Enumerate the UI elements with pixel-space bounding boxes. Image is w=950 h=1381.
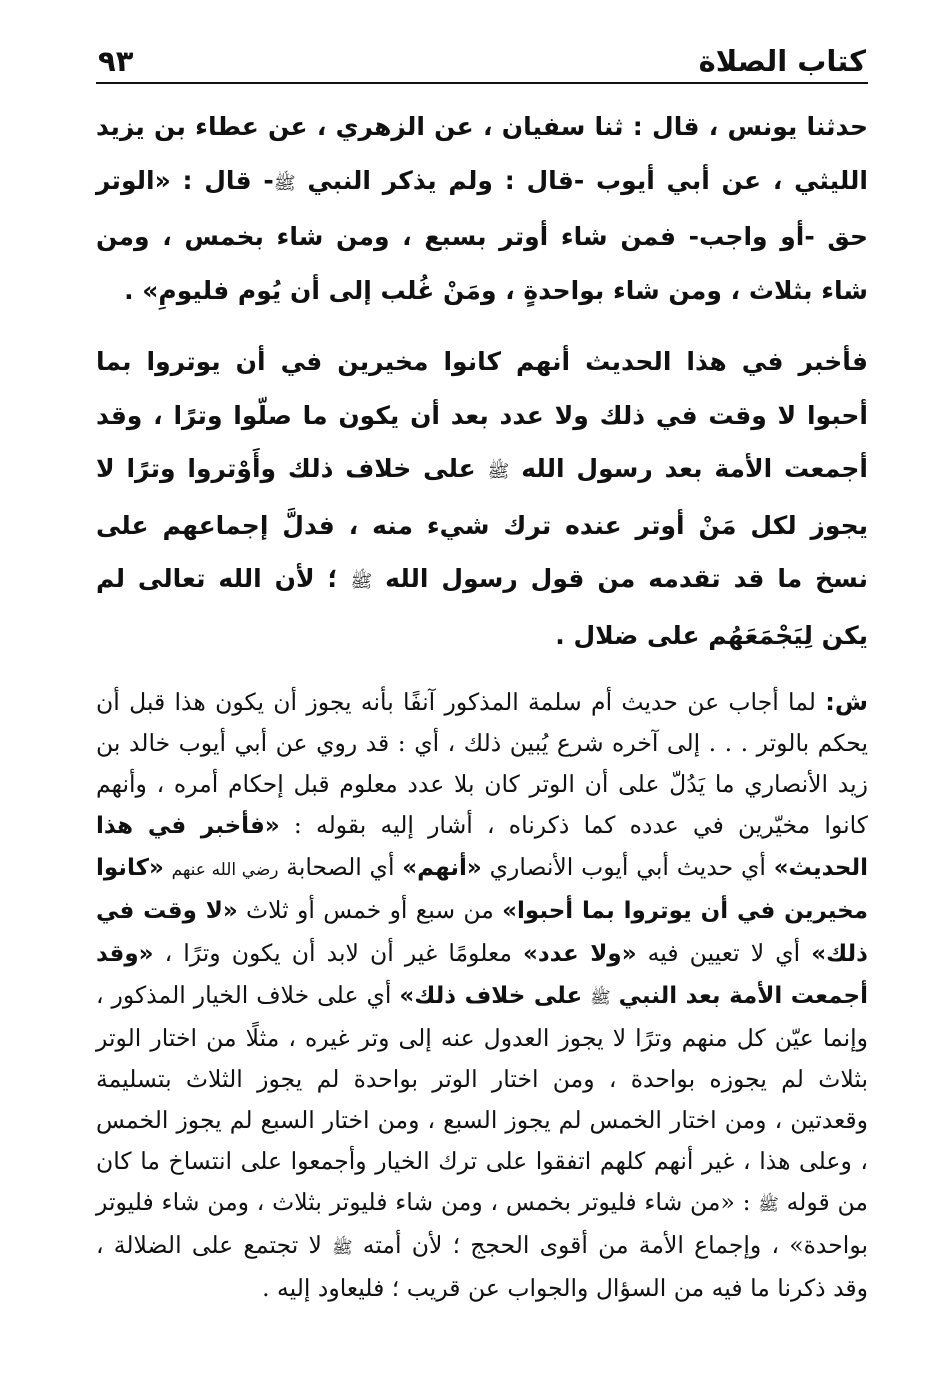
honorific-mark: ﷺ: [350, 571, 373, 592]
commentary-text: أي على خلاف الخيار المذكور ، وإنما عيّن كل منهم وترًا لا يجوز العدول عنه إلى وتر غيره ، مثلًا من اختار الوتر بثلاث لم يجوزه بواحدة ، ومن اختار الوتر بواحدة لم يجوز الثلاث بتسليمة وقعدتين ، ومن اختار الخمس لم يجوز السبع ، ومن اختار السبع لم يجوز الخمس ، وعلى هذا ، غير أنهم كلهم اتفقوا على ترك الخيار وأجمعوا على انتساخ ما كان من قوله: [96, 980, 868, 1217]
honorific-mark: ﷺ: [332, 1237, 353, 1258]
hadith-paragraph: [96, 100, 868, 317]
hadith-text: حدثنا يونس ، قال : ثنا سفيان ، عن الزهري ، عن عطاء بن يزيد الليثي ، عن أبي أيوب -قال : ولم يذكر النبي: [96, 112, 868, 195]
statement-text: فأخبر في هذا الحديث أنهم كانوا مخيرين في أن يوتروا بما أحبوا لا وقت في ذلك ولا عدد بعد أن يكون ما صلّوا وترًا ، وقد أجمعت الأمة بعد رسول الله: [96, 347, 868, 483]
honorific-mark: ﷺ: [758, 1194, 779, 1215]
honorific-mark: ﷺ: [487, 461, 510, 482]
commentary-quote: على خلاف ذلك»: [399, 982, 583, 1009]
honorific-mark: ﷺ: [273, 172, 296, 194]
commentary-text: أي الصحابة: [286, 853, 395, 882]
commentary-quote: «وقد أجمعت الأمة بعد النبي: [96, 940, 868, 1009]
page-number: ٩٣: [98, 44, 134, 78]
honorific-mark: رضي الله عنهم: [171, 859, 279, 880]
commentary-quote: «كانوا مخيرين في أن يوتروا بما أحبوا»: [96, 855, 868, 925]
commentary-marker: ش:: [825, 688, 868, 716]
statement-text: ؛ لأن الله تعالى لم يكن لِيَجْمَعَهُم على ضلال .: [96, 564, 868, 650]
commentary-text: أي حديث أبي أيوب الأنصاري: [489, 853, 766, 882]
hadith-text: - قال : «الوتر حق -أو واجب- فمن شاء أوتر بسبع ، ومن شاء بخمس ، ومن شاء بثلاث ، ومن شاء بواحدةٍ ، ومَنْ غُلب إلى أن يُوم فليومِ» .: [96, 165, 868, 305]
commentary-quote: «لا وقت في ذلك»: [96, 898, 868, 967]
commentary-paragraph: [96, 682, 868, 1309]
running-title: كتاب الصلاة: [698, 44, 866, 78]
commentary-text: لا تجتمع على الضلالة ، وقد ذكرنا ما فيه من السؤال والجواب عن قريب ؛ فليعاود إليه .: [96, 1231, 868, 1303]
commentary-text: معلومًا غير أن لابد أن يكون وترًا ،: [164, 938, 512, 967]
honorific-mark: ﷺ: [590, 986, 611, 1007]
commentary-quote: «فأخبر في هذا الحديث»: [96, 813, 868, 882]
commentary-text: من سبع أو خمس أو ثلاث: [246, 896, 494, 925]
commentary-quote: «ولا عدد»: [523, 940, 637, 967]
statement-paragraph: [96, 335, 868, 662]
commentary-quote: «أنهم»: [402, 855, 482, 882]
commentary-text: أي لا تعيين فيه: [647, 938, 801, 967]
commentary-text: لما أجاب عن حديث أم سلمة المذكور آنفًا بأنه يجوز أن يكون هذا قبل أن يحكم بالوتر . . . إلى آخره شرع يُبين ذلك ، أي : قد روي عن أبي أيوب خالد بن زيد الأنصاري ما يَدُلّ على أن الوتر كان بلا عدد معلوم قبل إحكام أمره ، وأنهم كانوا مخيّرين في عدده كما ذكرناه ، أشار إليه بقوله :: [96, 688, 868, 840]
book-page: [96, 30, 868, 1309]
commentary-text: : «من شاء فليوتر بخمس ، ومن شاء فليوتر بثلاث ، ومن شاء فليوتر بواحدة» ، وإجماع الأمة من أقوى الحجج ؛ لأن أمته: [96, 1188, 868, 1260]
page-header: [96, 30, 868, 84]
statement-text: على خلاف ذلك وأَوْتروا وترًا لا يجوز لكل مَنْ أوتر عنده ترك شيء منه ، فدلَّ إجماعهم على نسخ ما قد تقدمه من قول رسول الله: [96, 454, 868, 593]
